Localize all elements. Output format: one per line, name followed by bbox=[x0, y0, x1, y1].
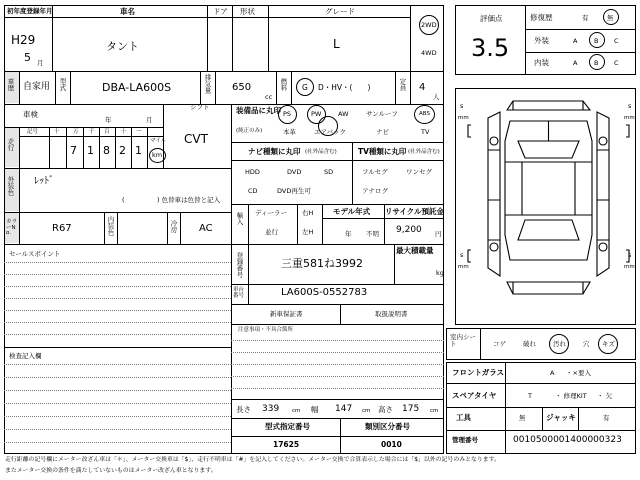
exterior-label: 外装色 bbox=[6, 176, 15, 196]
equipment-title: 装備品に丸印 bbox=[236, 106, 281, 115]
color-no: R67 bbox=[52, 223, 72, 234]
digit-header-4: 百 bbox=[104, 129, 110, 135]
type-no: 17625 bbox=[273, 440, 300, 449]
repair-yes: 有 bbox=[582, 14, 589, 22]
model-year-label: モデル年式 bbox=[333, 207, 371, 216]
seat-scratch: キズ bbox=[602, 340, 615, 348]
reg-month: 5 bbox=[24, 51, 31, 64]
equip-abs: ABS bbox=[419, 111, 430, 117]
km-label: km bbox=[152, 151, 163, 159]
spare-kit: ・ 修理KIT bbox=[555, 392, 587, 400]
repair-label: 修復歴 bbox=[530, 13, 553, 22]
equipment-sub: (純正のみ) bbox=[236, 128, 263, 134]
shape-label: 形状 bbox=[240, 7, 255, 16]
tv-oneseg: ワンセグ bbox=[406, 168, 432, 176]
mileage-digit: 1 bbox=[135, 144, 142, 157]
registration-value: 三重581ね3992 bbox=[281, 257, 363, 270]
capacity-label: 定員 bbox=[398, 78, 407, 91]
model-label: 型式 bbox=[58, 78, 67, 91]
jack-value: 有 bbox=[603, 414, 610, 422]
equip-ps: PS bbox=[283, 110, 292, 118]
equip-sunroof: サンルーフ bbox=[366, 110, 398, 118]
rating-score: 3.5 bbox=[471, 34, 510, 62]
width-label: 幅 bbox=[311, 405, 319, 414]
digit-header-6: 一 bbox=[136, 129, 142, 135]
spare-lack: ・ 欠 bbox=[597, 392, 613, 400]
reg-date-label: 初年度登録年月 bbox=[7, 7, 53, 15]
control-label: 管理番号 bbox=[452, 436, 478, 444]
class-no-label: 類別区分番号 bbox=[365, 422, 410, 431]
seat-burn: コゲ bbox=[493, 340, 506, 348]
jack-label: ジャッキ bbox=[546, 413, 576, 422]
registration-label: 登録番号 bbox=[235, 252, 244, 278]
inspector-label: 検査記入欄 bbox=[9, 352, 42, 360]
tv-title: TV種類に丸印 bbox=[358, 147, 407, 156]
mileage-digit: 7 bbox=[70, 144, 77, 157]
navi-dvd: DVD bbox=[287, 168, 302, 176]
grade-label: グレード bbox=[325, 7, 355, 16]
load-label: 最大積載量 bbox=[396, 246, 434, 255]
displacement-label: 排気量 bbox=[203, 74, 212, 94]
ext-grade-b: B bbox=[594, 37, 599, 45]
exterior-color: ﾚｯﾄﾞ bbox=[34, 176, 54, 187]
map-mm-label: mm bbox=[458, 264, 469, 270]
spare-label: スペアタイヤ bbox=[452, 391, 497, 400]
equip-tv: TV bbox=[421, 128, 430, 136]
navi-cd: CD bbox=[248, 187, 258, 195]
navi-dvd-play: DVD再生可 bbox=[277, 187, 311, 195]
door-label: ドア bbox=[213, 7, 228, 16]
manual-label: 取扱説明書 bbox=[375, 310, 408, 318]
tv-sub: (社外品含む) bbox=[408, 149, 440, 155]
equip-leather: 本革 bbox=[283, 128, 296, 136]
import-left: 左H bbox=[302, 228, 314, 236]
class-no: 0010 bbox=[381, 440, 402, 449]
height-label: 高さ bbox=[378, 405, 393, 414]
seat-label: 室内シート bbox=[450, 333, 476, 348]
reg-year: H29 bbox=[11, 33, 36, 47]
car-name: タント bbox=[106, 40, 139, 53]
exterior-note: ( ) 色替車は色替と記入 bbox=[122, 196, 221, 204]
mileage-side-label: 走行 bbox=[6, 138, 15, 151]
tv-analog: アナログ bbox=[362, 187, 388, 195]
vehicle-map-box bbox=[455, 88, 636, 325]
displacement: 650 bbox=[232, 82, 252, 93]
rating-label: 評価点 bbox=[480, 14, 503, 23]
recycle-yen: 円 bbox=[435, 230, 442, 238]
ac-value: AC bbox=[199, 223, 213, 234]
ac-label: 冷房 bbox=[169, 220, 178, 233]
map-mm-label: mm bbox=[458, 115, 469, 121]
import-parallel: 並行 bbox=[265, 228, 278, 236]
recycle-value: 9,200 bbox=[396, 225, 422, 235]
digit-header-5: 十 bbox=[121, 129, 127, 135]
inspection-month-unit: 月 bbox=[146, 116, 153, 124]
control-value: 0010500001400000323 bbox=[513, 435, 622, 445]
inspection-year-unit: 年 bbox=[105, 116, 112, 124]
import-label: 輸入 bbox=[235, 212, 244, 225]
navi-sd: SD bbox=[324, 168, 334, 176]
map-s-label: s bbox=[460, 251, 464, 259]
inspection-label: 車検 bbox=[23, 110, 38, 119]
notes-label: 注意事項・不具合箇所 bbox=[238, 327, 294, 333]
length-cm: cm bbox=[292, 408, 301, 414]
footnote-line-1: 走行距離の記号欄にメーター改ざん車は「＊」、メーター交換車は「$」、走行不明車は「#」を記入してください。メーター交換で合算表示した場合には「$」以外の記号のみとなります。 bbox=[5, 457, 500, 463]
map-mm-label: mm bbox=[624, 264, 635, 270]
model-year-unknown: 不明 bbox=[366, 230, 379, 238]
tv-fullseg: フルセグ bbox=[362, 168, 388, 176]
grade: L bbox=[333, 37, 340, 51]
recycle-label: リサイクル預託金 bbox=[385, 207, 444, 216]
map-s-label: s bbox=[628, 251, 632, 259]
length-value: 339 bbox=[262, 404, 280, 414]
usage: 自家用 bbox=[23, 82, 51, 92]
length-label: 長さ bbox=[236, 405, 251, 414]
navi-sub: (社外品含む) bbox=[305, 149, 337, 155]
import-dealer: ディーラー bbox=[255, 209, 287, 217]
digit-header-0: 記号 bbox=[27, 129, 39, 135]
digit-header-2: 万 bbox=[73, 129, 79, 135]
seat-hole: 穴 bbox=[583, 340, 590, 348]
chassis-label: 車台番号 bbox=[233, 287, 245, 299]
capacity: 4 bbox=[419, 82, 426, 93]
width-value: 147 bbox=[335, 404, 353, 414]
spare-t: T bbox=[528, 392, 532, 400]
map-s-label: s bbox=[628, 102, 632, 110]
ext-grade-a: A bbox=[573, 37, 578, 45]
drive-2wd: 2WD bbox=[421, 21, 437, 29]
type-no-label: 型式指定番号 bbox=[265, 422, 310, 431]
mile-label: マイル bbox=[150, 138, 167, 144]
int-grade-a: A bbox=[573, 59, 578, 67]
digit-header-3: 千 bbox=[89, 129, 95, 135]
car-name-label: 車名 bbox=[120, 7, 135, 16]
map-s-label: s bbox=[460, 102, 464, 110]
usage-label: 車歴 bbox=[6, 78, 15, 91]
cc-unit: cc bbox=[265, 93, 273, 101]
color-no-label: カラーNo. bbox=[6, 219, 18, 236]
fuel-g: G bbox=[302, 83, 308, 92]
navi-hdd: HDD bbox=[245, 168, 260, 176]
fuel-label: 燃料 bbox=[279, 78, 288, 91]
height-cm: cm bbox=[430, 408, 439, 414]
height-value: 175 bbox=[402, 404, 420, 414]
import-right: 右H bbox=[302, 209, 314, 217]
equip-aw: AW bbox=[338, 110, 349, 118]
int-grade-b: B bbox=[594, 59, 599, 67]
model: DBA-LA600S bbox=[102, 81, 172, 94]
tools-label: 工具 bbox=[456, 413, 471, 422]
digit-header-1: 十 bbox=[54, 129, 60, 135]
ext-grade-c: C bbox=[614, 37, 619, 45]
load-kg: kg bbox=[436, 269, 444, 277]
glass-rest: ・×要入 bbox=[566, 369, 591, 377]
chassis-value: LA600S-0552783 bbox=[281, 287, 368, 298]
interior-color-label: 内装色 bbox=[106, 216, 115, 236]
footnote-line-2: またメーター交換の条件を満たしていないものはメーター改ざん車となります。 bbox=[5, 468, 217, 474]
int-grade-c: C bbox=[614, 59, 619, 67]
reg-month-unit: 月 bbox=[37, 59, 44, 67]
glass-a: A bbox=[550, 369, 555, 377]
mileage-digit: 8 bbox=[103, 144, 110, 157]
width-cm: cm bbox=[362, 408, 371, 414]
seat-dirt: 汚れ bbox=[553, 340, 566, 348]
map-mm-label: mm bbox=[624, 115, 635, 121]
navi-title: ナビ種類に丸印 bbox=[248, 147, 301, 156]
shift: CVT bbox=[184, 132, 208, 146]
exterior-rating-label: 外装 bbox=[534, 36, 549, 45]
equip-navi: ナビ bbox=[376, 128, 389, 136]
mileage-digit: 1 bbox=[87, 144, 94, 157]
shift-label: シフト bbox=[190, 103, 210, 111]
seat-tear: 破れ bbox=[523, 340, 536, 348]
equip-airbag: エアバック bbox=[314, 128, 346, 136]
sales-point-label: セールスポイント bbox=[9, 250, 61, 258]
interior-rating-label: 内装 bbox=[534, 58, 549, 67]
glass-label: フロントガラス bbox=[452, 368, 505, 377]
repair-no: 無 bbox=[607, 14, 614, 22]
tools-value: 無 bbox=[519, 414, 526, 422]
fuel-rest: D・HV・( ) bbox=[318, 83, 371, 92]
model-year-unit: 年 bbox=[345, 230, 352, 238]
warranty-label: 新車保証書 bbox=[270, 310, 303, 318]
person-unit: 人 bbox=[433, 93, 440, 101]
drive-4wd: 4WD bbox=[421, 49, 437, 57]
equip-pw: PW bbox=[311, 110, 322, 118]
mileage-digit: 2 bbox=[119, 144, 126, 157]
